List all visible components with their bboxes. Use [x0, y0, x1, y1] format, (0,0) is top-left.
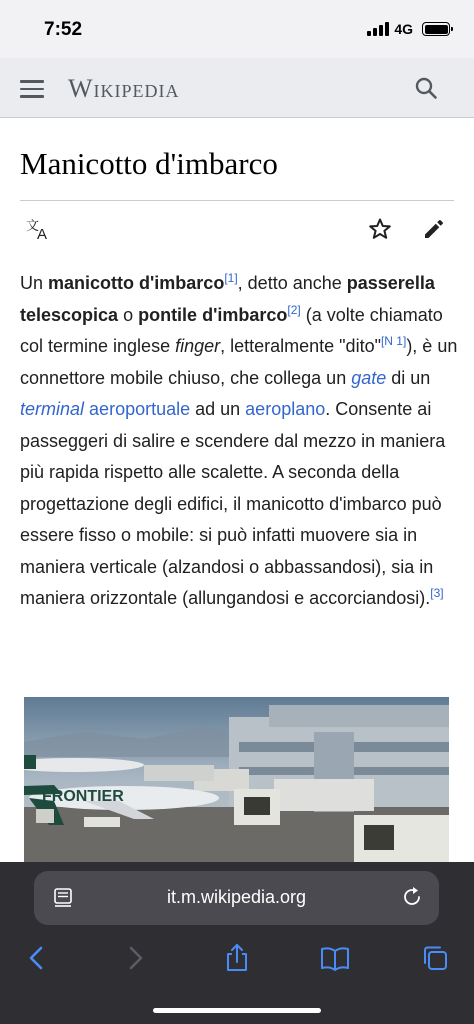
page-actions — [0, 200, 474, 258]
wiki-header — [0, 58, 474, 118]
text: ad un — [190, 399, 246, 419]
status-time: 7:52 — [44, 19, 83, 40]
reference-3[interactable]: [3] — [430, 586, 444, 600]
airport-photo — [24, 697, 449, 862]
note-reference[interactable]: [N 1] — [380, 334, 407, 348]
text: o — [118, 304, 139, 325]
language-icon[interactable] — [26, 217, 52, 241]
text: , detto anche — [237, 273, 347, 293]
svg-text:A: A — [37, 226, 48, 241]
back-icon[interactable] — [22, 943, 52, 973]
bold-term: manicotto d'imbarco — [48, 273, 225, 293]
forward-icon[interactable] — [120, 943, 150, 973]
article-body — [20, 268, 460, 615]
page-title: Manicotto d'imbarco — [20, 146, 278, 181]
search-icon[interactable] — [414, 76, 438, 100]
text: di un — [386, 367, 431, 388]
reload-icon[interactable] — [401, 886, 423, 908]
bold-term: pontile d'imbarco — [138, 304, 288, 325]
url-text: it.m.wikipedia.org — [166, 887, 307, 907]
reference-2[interactable]: [2] — [287, 302, 301, 317]
text: ), è un connettore mobile chiuso, che collega un — [20, 336, 458, 388]
tabs-icon[interactable] — [420, 943, 450, 973]
fuselage-lettering: FRONTIER — [42, 788, 124, 805]
text: (a volte chiamato col termine inglese — [20, 304, 443, 356]
battery-icon — [422, 22, 450, 36]
article-image[interactable] — [24, 697, 449, 862]
signal-icon — [367, 22, 389, 36]
bold-term: passerella telescopica — [20, 273, 435, 325]
address-bar[interactable] — [34, 871, 439, 925]
wikipedia-wordmark[interactable]: Wikipedia — [68, 74, 180, 103]
browser-bottom-bar — [0, 862, 474, 1024]
text: . Consente ai passeggeri di salire e scendere dal mezzo in maniera più rapida rispetto alle scalette. A seconda della progettazione degli edifici, il manicotto d'imbarco può essere fisso o mobile: si può infatti muovere sia in maniera verticale (alzandosi o abbassandosi), sia in maniera orizzontale (allungandosi e accorciandosi). — [20, 399, 446, 608]
link-aeroportuale[interactable]: aeroportuale — [89, 399, 191, 419]
bookmarks-icon[interactable] — [320, 943, 350, 973]
network-type: 4G — [394, 21, 413, 37]
svg-text:文: 文 — [26, 219, 40, 234]
status-indicators — [367, 21, 450, 37]
link-gate[interactable]: gate — [351, 367, 387, 388]
watch-star-icon[interactable] — [368, 217, 392, 241]
link-aeroplano[interactable]: aeroplano — [245, 399, 326, 419]
menu-icon[interactable] — [20, 77, 44, 99]
link-terminal[interactable]: terminal — [20, 399, 85, 419]
home-indicator — [153, 1008, 321, 1013]
article-paragraph — [20, 268, 460, 615]
status-bar — [0, 0, 474, 58]
browser-toolbar — [0, 938, 474, 982]
share-icon[interactable] — [222, 943, 252, 973]
edit-pencil-icon[interactable] — [422, 217, 446, 241]
text: , letteralmente "dito" — [220, 336, 381, 356]
reference-1[interactable]: [1] — [224, 271, 238, 285]
text: Un — [20, 273, 49, 293]
italic-term: finger — [175, 336, 221, 356]
